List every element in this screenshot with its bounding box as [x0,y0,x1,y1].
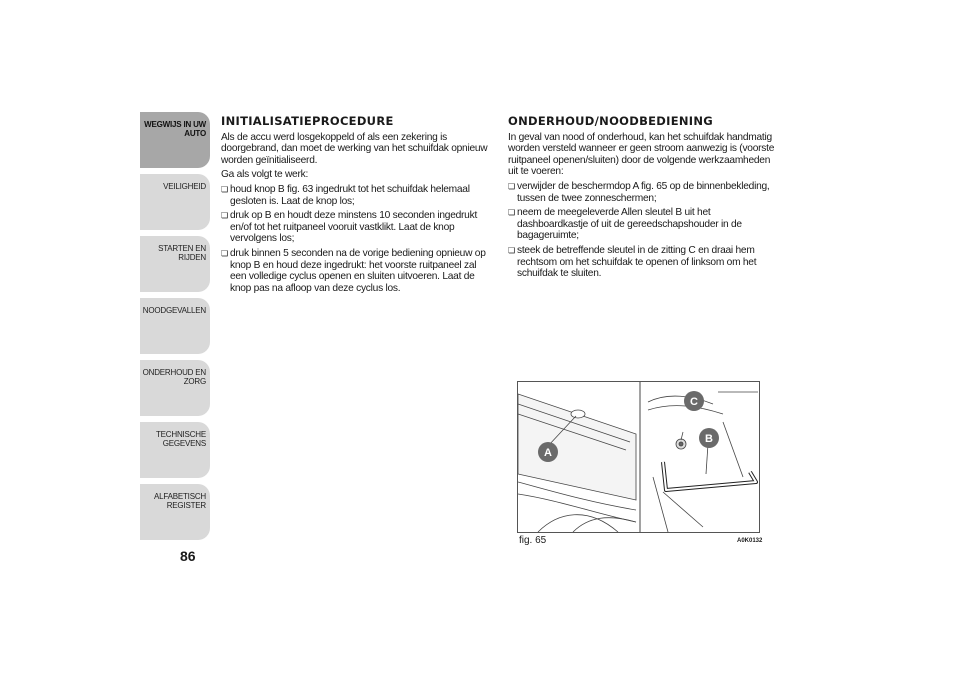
steps-list [508,181,780,280]
list-item: ❏ druk op B en houdt deze minstens 10 seconden ingedrukt en/of tot het ruitpaneel vooruit vastklikt. Laat de knop vervolgens los; [221,210,489,245]
sunroof-illustration [518,382,759,532]
callout-b [699,428,719,448]
tab-label: WEGWIJS IN UW AUTO [144,120,206,138]
tab-onderhoud-en-zorg[interactable] [140,360,210,416]
page-number: 86 [180,548,196,564]
list-item: ❏ neem de meegeleverde Allen sleutel B uit het dashboardkastje of uit de gereedschapshouder in de bagageruimte; [508,207,780,242]
maintenance-section [508,116,780,283]
list-item: ❏ houd knop B fig. 63 ingedrukt tot het schuifdak helemaal gesloten is. Laat de knop los; [221,184,489,207]
figure-code: A0K0132 [737,538,763,544]
tab-label: STARTEN EN RIJDEN [158,244,206,262]
callout-c [684,391,704,411]
tab-wegwijs-in-uw-auto[interactable] [140,112,210,168]
tab-label: TECHNISCHE GEGEVENS [155,430,206,448]
tab-technische-gegevens[interactable] [140,422,210,478]
initialisation-section [221,116,489,297]
list-item: ❏ druk binnen 5 seconden na de vorige bediening opnieuw op knop B en houd deze ingedrukt: het voorste ruitpaneel zal een volledige cyclus openen en sluiten uitvoeren. Laat de knop pas na afloop van deze cyclus los. [221,248,489,294]
tab-noodgevallen[interactable] [140,298,210,354]
key-drawing [648,392,758,532]
svg-text:C: C [690,396,698,408]
list-item: ❏ verwijder de beschermdop A fig. 65 op de binnenbekleding, tussen de twee zonneschermen; [508,181,780,204]
svg-text:B: B [705,433,713,445]
tab-starten-en-rijden[interactable] [140,236,210,292]
tab-label: NOODGEVALLEN [142,306,206,315]
tab-label: ALFABETISCH REGISTER [153,492,206,510]
callout-a [538,442,558,462]
list-item: ❏ steek de betreffende sleutel in de zitting C en draai hem rechtsom om het schuifdak te openen of linksom om het schuifdak te sluiten. [508,245,780,280]
section-intro: In geval van nood of onderhoud, kan het schuifdak handmatig worden versteld wanneer er geen stroom aanwezig is (voorste ruitpaneel openen/sluiten) door de volgende werkzaamheden uit te voeren: [508,131,775,178]
section-lead: Ga als volgt te werk: [221,169,309,181]
tab-alfabetisch-register[interactable] [140,484,210,540]
tab-veiligheid[interactable] [140,174,210,230]
figure-caption: fig. 65 [519,535,547,546]
headliner-drawing [518,394,636,532]
section-title: ONDERHOUD/NOODBEDIENING [508,114,714,128]
figure-illustration [517,381,760,533]
steps-list [221,184,489,294]
tab-label: ONDERHOUD EN ZORG [142,368,206,386]
tab-label: VEILIGHEID [163,182,206,191]
section-intro: Als de accu werd losgekoppeld of als een zekering is doorgebrand, dan moet de werking van het schuifdak opnieuw worden geïnitialiseerd. [221,131,488,166]
svg-text:A: A [544,447,552,459]
section-title: INITIALISATIEPROCEDURE [221,114,394,128]
